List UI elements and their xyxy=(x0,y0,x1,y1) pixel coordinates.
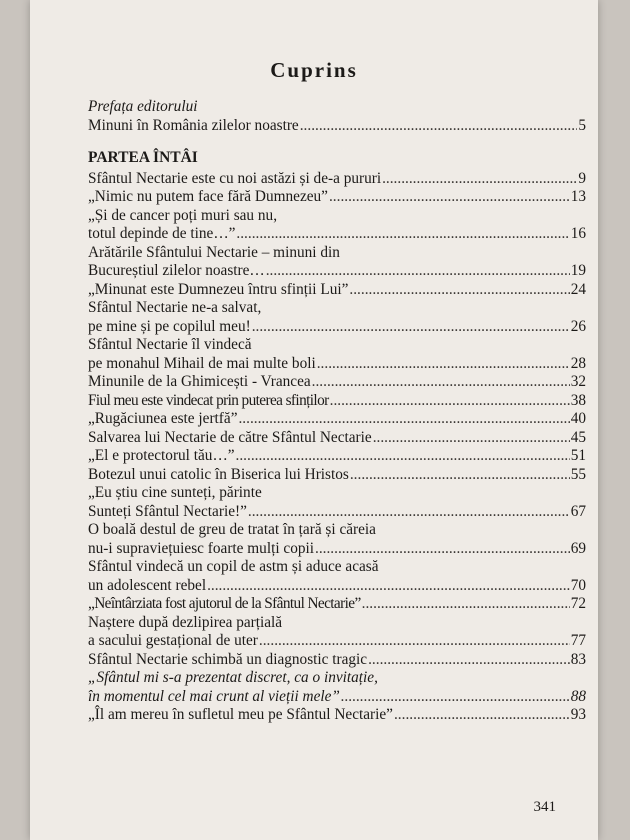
toc-entry-line xyxy=(88,521,586,540)
toc-entry-line xyxy=(88,299,586,318)
preface-heading-text: Prefața editorului xyxy=(88,98,198,115)
page-title: Cuprins xyxy=(270,58,358,82)
toc-entry-page: 55 xyxy=(570,465,586,483)
toc-entry-page: 24 xyxy=(570,280,586,298)
book-page xyxy=(30,0,598,840)
toc-entry-text: Naștere după dezlipirea parțială xyxy=(88,613,283,631)
toc-entry-line xyxy=(88,503,586,522)
toc-entry-text: Sfântul Nectarie este cu noi astăzi și de-a pururi xyxy=(88,169,382,187)
toc-entry-text: a sacului gestațional de uter xyxy=(88,632,258,649)
leader-dots xyxy=(238,410,569,429)
toc-entry-text: totul depinde de tine…” xyxy=(88,225,236,242)
leader-dots xyxy=(341,688,570,707)
toc-entry-text: pe monahul Mihail de mai multe boli xyxy=(88,354,316,372)
toc-entry-text: „Neîntârziata fost ajutorul de la Sfântul Nectarie” xyxy=(88,595,361,612)
leader-dots xyxy=(207,577,570,596)
toc-entry-text: Minuni în România zilelor noastre xyxy=(88,116,299,134)
toc-entry-page: 93 xyxy=(570,706,586,723)
toc-entry-line xyxy=(88,688,586,707)
toc-entry-preface xyxy=(88,117,586,136)
toc-entry-page: 19 xyxy=(570,262,586,279)
leader-dots xyxy=(266,262,570,281)
leader-dots xyxy=(330,392,570,411)
toc-entry-text: O boală destul de greu de tratat în țară și căreia xyxy=(88,521,376,538)
toc-entry-text: Fiul meu este vindecat prin puterea sfinților xyxy=(88,391,329,409)
toc-entry-page: 32 xyxy=(570,373,586,390)
leader-dots xyxy=(315,540,570,559)
toc-entry-text: „Minunat este Dumnezeu întru sfinții Lui” xyxy=(88,280,349,298)
toc-entry-line xyxy=(88,595,586,614)
leader-dots xyxy=(248,503,570,522)
toc-entry-text: Sfântul Nectarie ne-a salvat, xyxy=(88,299,262,316)
toc-entry-line xyxy=(88,281,586,300)
toc-entry-page: 77 xyxy=(570,632,586,649)
leader-dots xyxy=(317,355,570,374)
toc-entry-text: nu-i supraviețuiesc foarte mulți copii xyxy=(88,539,314,557)
toc-entry-line xyxy=(88,447,586,466)
part-title xyxy=(88,149,586,168)
toc-entry-line xyxy=(88,540,586,559)
toc-entry-line xyxy=(88,392,586,411)
toc-entry-page: 16 xyxy=(570,225,586,242)
table-of-contents xyxy=(88,98,586,725)
toc-entry-page: 26 xyxy=(570,317,586,335)
toc-entry-page: 70 xyxy=(570,576,586,594)
toc-entry-page: 45 xyxy=(570,428,586,446)
toc-entry-text: Sfântul Nectarie îl vindecă xyxy=(88,336,252,353)
toc-entry-line xyxy=(88,706,586,725)
toc-entry-page: 83 xyxy=(570,650,586,668)
toc-entry-line xyxy=(88,373,586,392)
toc-entry-text: Arătările Sfântului Nectarie – minuni din xyxy=(88,243,340,261)
toc-entries xyxy=(88,170,586,725)
toc-entry-page: 13 xyxy=(570,188,586,205)
page-number: 341 xyxy=(533,799,556,815)
toc-entry-text: pe mine și pe copilul meu! xyxy=(88,317,251,335)
toc-entry-line xyxy=(88,244,586,263)
toc-entry-line xyxy=(88,651,586,670)
toc-entry-text: „Sfântul mi s-a prezentat discret, ca o invitație, xyxy=(88,669,378,686)
toc-entry-line xyxy=(88,614,586,633)
toc-entry-page: 67 xyxy=(570,502,586,520)
toc-entry-line xyxy=(88,318,586,337)
toc-entry-page: 51 xyxy=(570,447,586,464)
leader-dots xyxy=(382,170,577,189)
toc-entry-text: în momentul cel mai crunt al vieții mele” xyxy=(88,687,340,705)
leader-dots xyxy=(329,188,570,207)
leader-dots xyxy=(373,429,570,448)
toc-entry-line xyxy=(88,188,586,207)
toc-entry-line xyxy=(88,558,586,577)
toc-entry-text: „Rugăciunea este jertfă” xyxy=(88,410,238,427)
toc-entry-page: 9 xyxy=(578,169,586,187)
leader-dots xyxy=(236,225,569,244)
toc-entry-text: „Eu știu cine sunteți, părinte xyxy=(88,484,262,501)
toc-entry-line xyxy=(88,466,586,485)
leader-dots xyxy=(368,651,570,670)
toc-entry-page: 88 xyxy=(570,687,586,705)
toc-entry-line xyxy=(88,669,586,688)
leader-dots xyxy=(312,373,570,392)
toc-entry-line xyxy=(88,170,586,189)
toc-entry-page: 38 xyxy=(570,391,586,409)
toc-entry-text: Sunteți Sfântul Nectarie!” xyxy=(88,502,247,520)
toc-entry-page: 28 xyxy=(570,354,586,372)
leader-dots xyxy=(259,632,570,651)
toc-entry-text: „El e protectorul tău…” xyxy=(88,447,235,464)
toc-entry-text: Sfântul Nectarie schimbă un diagnostic tragic xyxy=(88,650,368,668)
toc-entry-page: 69 xyxy=(570,539,586,557)
toc-entry-line xyxy=(88,336,586,355)
toc-entry-line xyxy=(88,355,586,374)
toc-entry-line xyxy=(88,429,586,448)
leader-dots xyxy=(236,447,570,466)
preface-heading xyxy=(88,98,586,117)
toc-entry-line xyxy=(88,577,586,596)
leader-dots xyxy=(349,281,569,300)
toc-entry-line xyxy=(88,262,586,281)
toc-entry-line xyxy=(88,410,586,429)
toc-entry-line xyxy=(88,632,586,651)
toc-entry-text: Minunile de la Ghimicești - Vrancea xyxy=(88,373,311,390)
toc-entry-line xyxy=(88,225,586,244)
toc-entry-text: „Nimic nu putem face fără Dumnezeu” xyxy=(88,188,328,205)
leader-dots xyxy=(362,595,570,614)
toc-entry-page: 5 xyxy=(578,116,586,134)
toc-entry-text: „Și de cancer poți muri sau nu, xyxy=(88,206,278,224)
leader-dots xyxy=(300,117,578,136)
toc-entry-page: 40 xyxy=(570,410,586,427)
toc-entry-text: „Îl am mereu în sufletul meu pe Sfântul Nectarie” xyxy=(88,706,393,723)
toc-entry-line xyxy=(88,207,586,226)
toc-entry-line xyxy=(88,484,586,503)
toc-entry-text: un adolescent rebel xyxy=(88,576,207,594)
leader-dots xyxy=(252,318,570,337)
toc-entry-text: Sfântul vindecă un copil de astm și aduce acasă xyxy=(88,558,379,575)
leader-dots xyxy=(394,706,570,725)
leader-dots xyxy=(350,466,570,485)
toc-entry-page: 72 xyxy=(570,595,586,612)
part-title-text: PARTEA ÎNTÂI xyxy=(88,149,198,166)
toc-entry-text: Salvarea lui Nectarie de către Sfântul Nectarie xyxy=(88,428,372,446)
toc-entry-text: Bucureștiul zilelor noastre… xyxy=(88,262,265,279)
toc-entry-text: Botezul unui catolic în Biserica lui Hristos xyxy=(88,465,349,483)
